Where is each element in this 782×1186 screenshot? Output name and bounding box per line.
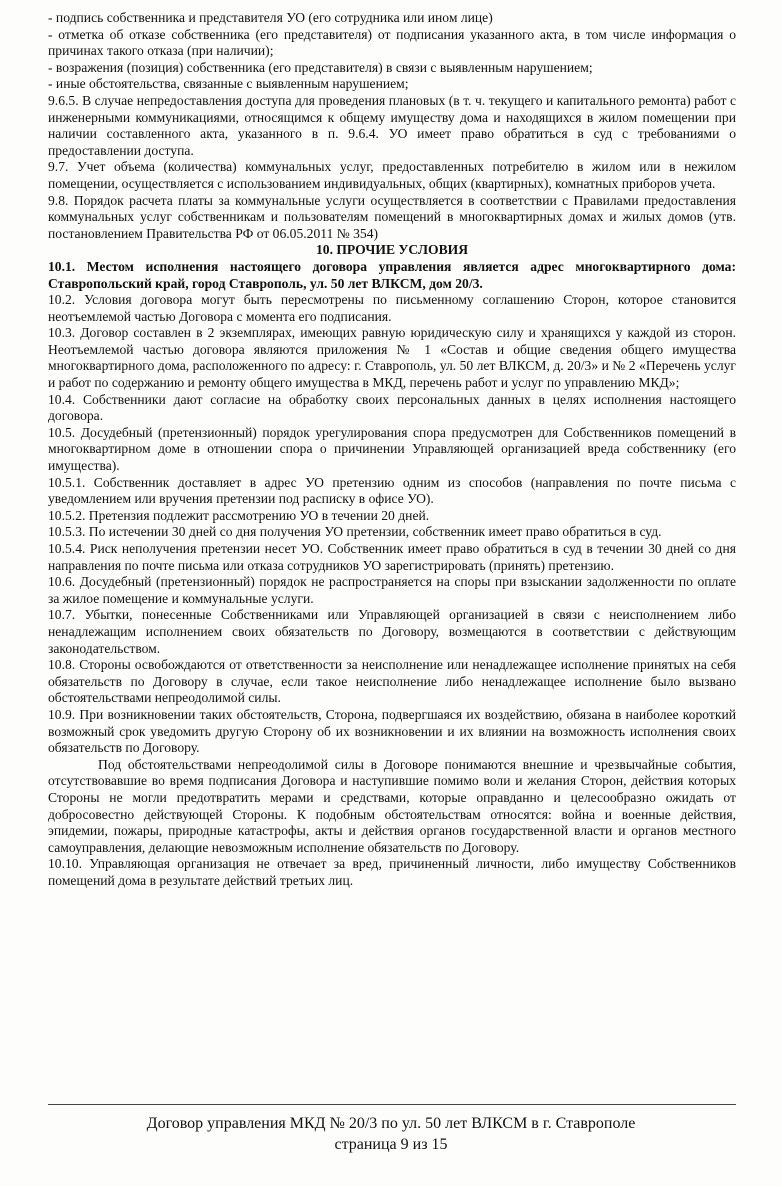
clause-10-7: 10.7. Убытки, понесенные Собственниками или Управляющей организацией в связи с неисполнением либо ненадлежащим исполнением своих обязательств по Договору, возмещаются в соответствии с действующим законодательством. bbox=[48, 607, 736, 656]
section-heading: 10. ПРОЧИЕ УСЛОВИЯ bbox=[315, 242, 469, 258]
clause-10-4: 10.4. Собственники дают согласие на обработку своих персональных данных в целях исполнения настоящего договора. bbox=[48, 391, 736, 424]
clause-9-8: 9.8. Порядок расчета платы за коммунальные услуги осуществляется в соответствии с Правилами предоставления коммунальных услуг собственникам и пользователям помещений в многоквартирных домах и жилых домов (утв. постановлением Правительства РФ от 06.05.2011 № 354) bbox=[48, 192, 736, 241]
clause-10-1: 10.1. Местом исполнения настоящего договора управления является адрес многоквартирного дома: Ставропольский край, город Ставрополь, ул. 50 лет ВЛКСМ, дом 20/3. bbox=[48, 258, 736, 291]
footer-divider bbox=[48, 1104, 736, 1105]
clause-10-6: 10.6. Досудебный (претензионный) порядок не распространяется на споры при взыскании задолженности по оплате за жилое помещение и коммунальные услуги. bbox=[48, 574, 736, 606]
clause-10-5-2: 10.5.2. Претензия подлежит рассмотрению УО в течении 20 дней. bbox=[48, 507, 430, 523]
clause-10-10: 10.10. Управляющая организация не отвечает за вред, причиненный личности, либо имуществу Собственников помещений дома в результате действий третьих лиц. bbox=[48, 856, 736, 888]
text-line: - подпись собственника и представителя УО (его сотрудника или ином лице) bbox=[48, 10, 493, 25]
clause-10-5-1: 10.5.1. Собственник доставляет в адрес УО претензию одним из способов (направления по почте письма с уведомлением или вручения претензии под расписку в офисе УО). bbox=[48, 474, 736, 507]
page-number: страница 9 из 15 bbox=[334, 1136, 448, 1153]
text-line: - иные обстоятельства, связанные с выявленным нарушением; bbox=[48, 76, 409, 92]
footer-title: Договор управления МКД № 20/3 по ул. 50 лет ВЛКСМ в г. Ставрополе bbox=[146, 1115, 636, 1132]
clause-10-5-4: 10.5.4. Риск неполучения претензии несет УО. Собственник имеет право обратиться в суд в течении 30 дней со дня направления по почте письма или отказа сотрудников УО зарегистрировать (принять) претензию. bbox=[48, 541, 736, 573]
clause-10-9: 10.9. При возникновении таких обстоятельств, Сторона, подвергшаяся их воздействию, обязана в наиболее короткий возможный срок уведомить другую Сторону об их возникновении и их влиянии на возможность исполнения своих обязательств по Договору. bbox=[48, 706, 736, 756]
clause-10-5: 10.5. Досудебный (претензионный) порядок урегулирования спора предусмотрен для Собственников помещений в многоквартирном доме в отношении спора о причинении Управляющей организацией вреда собственнику (его имущества). bbox=[48, 424, 736, 474]
text-line: - возражения (позиция) собственника (его представителя) в связи с выявленным нарушением; bbox=[48, 59, 593, 75]
text-line: - отметка об отказе собственника (его представителя) от подписания указанного акта, в том числе информация о причинах такого отказа (при наличии); bbox=[48, 26, 736, 59]
clause-9-6-5: 9.6.5. В случае непредоставления доступа для проведения плановых (в т. ч. текущего и капитального ремонта) работ с инженерными коммуникациями, относящимся к общему имуществу дома и находящихся в жилом помещении при наличии составленного акта, указанного в п. 9.6.4. УО имеет право обратиться в суд с требованиями о предоставлении доступа. bbox=[48, 92, 736, 158]
document-body bbox=[48, 10, 736, 889]
clause-10-2: 10.2. Условия договора могут быть пересмотрены по письменному соглашению Сторон, которое становится неотъемлемой частью Договора с момента его подписания. bbox=[48, 292, 736, 324]
clause-10-8: 10.8. Стороны освобождаются от ответственности за неисполнение или ненадлежащее исполнение принятых на себя обязательств по Договору в случае, если такое неисполнение либо ненадлежащее исполнение было вызвано обстоятельствами непреодолимой силы. bbox=[48, 657, 736, 706]
clause-10-3: 10.3. Договор составлен в 2 экземплярах, имеющих равную юридическую силу и хранящихся у каждой из сторон. Неотъемлемой частью договора являются приложения № 1 «Состав и общие сведения общего имущества многоквартирного дома, расположенного по адресу: г. Ставрополь, ул. 50 лет ВЛКСМ, д. 20/3» и № 2 «Перечень услуг и работ по содержанию и ремонту общего имущества в МКД, перечень работ и услуг по управлению МКД»; bbox=[48, 325, 736, 391]
clause-9-7: 9.7. Учет объема (количества) коммунальных услуг, предоставленных потребителю в жилом или в нежилом помещении, осуществляется с использованием индивидуальных, общих (квартирных), комнатных приборов учета. bbox=[48, 159, 736, 191]
force-majeure-paragraph: Под обстоятельствами непреодолимой силы в Договоре понимаются внешние и чрезвычайные события, отсутствовавшие во время подписания Договора и наступившие помимо воли и желания Сторон, действия которых Стороны не могли предотвратить мерами и средствами, которые оправданно и целесообразно ожидать от добросовестно действующей Стороны. К подобным обстоятельствам относятся: война и военные действия, эпидемии, пожары, природные катастрофы, акты и действия органов государственной власти и органов местного самоуправления, делающие невозможным исполнение обязательств по Договору. bbox=[48, 756, 736, 855]
clause-10-5-3: 10.5.3. По истечении 30 дней со дня получения УО претензии, собственник имеет право обратиться в суд. bbox=[48, 524, 662, 540]
